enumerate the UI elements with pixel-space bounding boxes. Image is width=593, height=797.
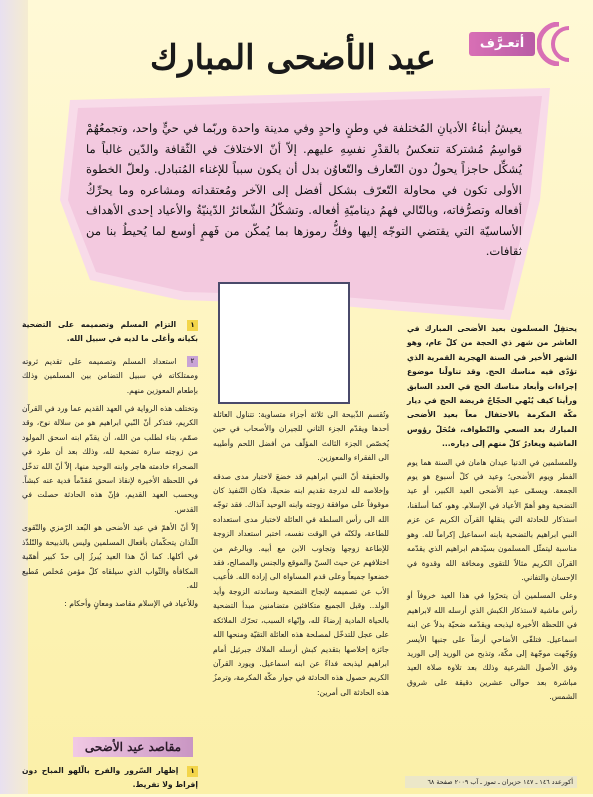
list-item <box>22 355 198 398</box>
section-tab: أتعـرَّف <box>469 32 535 56</box>
paragraph: وللأعياد في الإسلام مقاصد ومعانٍ وأحكام : <box>64 599 198 609</box>
bottom-list <box>22 764 198 797</box>
list-item <box>22 318 198 347</box>
item-number: ١ <box>187 320 198 331</box>
item-text: التزام المسلم وتصميمه على التضحية بكيانه وأغلى ما لديه في سبيل الله. <box>22 320 198 344</box>
intro-paragraph: يعيشُ أبناءُ الأديانِ المُختلفة في وطنٍ واحدٍ وفي مدينة واحدة وربّما في حيٍّ واحد، وتجمعُهُمْ قواسِمُ مُشتركة تنعكسُ بالقدْرِ نفسِهِ عليهم. إلاّ أنّ الاختلافَ في الثّقافة والدّين غالباً ما يُشكِّل حاجزاً يحولُ دون التّعارف والتّعاوُن بدل أن يكون سبباً للإغناء المُتبادل. ولعلّ الخطوة الأولى تكون في محاولة التّعرّف بشكل أفضل إلى الآخر ومُعتقداته ومشاعره وما يحرِّكُ أفعاله وتصرُّفاته، وبالتّالي فهمُ ديناميّةِ أفعاله. وتشكّلُ الشّعائرُ الدّينيّةُ والأعياد إحدى الأهداف الأساسيّة التي يقتضي التوجّه إليها وفكُّ رموزها بما يُمكّن من فَهمٍ أوسع لما يُحيطُ بنا من ثقافات. <box>86 121 522 258</box>
middle-column <box>213 408 389 704</box>
item-text: استعداد المسلم وتصميمه على تقديم ثروته وممتلكاته في سبيل التضامن بين المسلمين وذلك بإطعام المعوزين منهم. <box>22 356 198 395</box>
item-text: إظهار السّرور والفرح بالّلهو المباح دون إفراط ولا تفريط. <box>22 766 198 790</box>
paragraph: وللمسلمين في الدنيا عيدان هامان في السنة هما يوم الفطر ويوم الأضحى؛ وعيد في كلّ أسبوع هو يوم الجمعة. ويسمّى عيد الأضحى العيد الكبير، أو عيد التضحية وهو أهمّ الأعياد في الإسلام. وهو، كما أسلفنا، استذكار للحادثة التي ينقلها القرآن الكريم عن عزم النبي ابراهيم بالتضحية بابنه اسماعيل إكراماً لله. وهو مناسبة ليتمثّل المسلمون بسيّدهم ابراهيم الذي يقدّمه القرآن الكريم مثالاً للتقوى ومخافة الله وقدوة في الإحسان والتفاني. <box>407 457 577 582</box>
item-number: ٢ <box>187 356 198 367</box>
page-title: عيد الأضحى المبارك <box>150 38 436 78</box>
right-column <box>407 322 577 709</box>
page-footer: أكورعدد ١٤٦ ـ ١٤٧ حزيران ـ تموز ـ آب ٢٠٠٩ صفحة ٦٨ <box>405 776 577 788</box>
header-arcs-decoration <box>537 22 575 66</box>
paragraph: وتُقسم الذّبيحة الى ثلاثة أجزاء متساوية: تتناول العائلة أحدها ويقدّم الجزء الثاني للجيران والأصحاب في حين يُخصّص الجزء الثالث المؤلّف من أفضل اللحم وأطيبه الى الفقراء والمعوزين. <box>213 410 389 463</box>
left-column <box>22 318 198 616</box>
paragraph: إلاّ أنّ الأهمّ في عيد الأضحى هو البُعد الرّمزي والتّقوى اللّذان يتحكّمان بأفعال المسلمين وليس بالذبيحة والتّلذّذ في أكلها. كما أنّ هذا العيد يُبرزُ إلى حدّ كبير أهمّية المكافأة والثّواب الذي سيلقاه كلّ مؤمن مُخلص مُطيع لله. <box>22 523 198 590</box>
section-subheading: مقاصد عيد الأضحى <box>73 737 193 757</box>
paragraph: يحتفِلُ المسلمون بعيد الأضحى المبارك في العاشر من شهر ذي الحجة من كلّ عام، وهو الشهر الأخير في السنة الهجرية القمرية الذي تؤدّى فيه مناسك الحج. وقد تناولْنا موضوع إجراءات وأبعاد مناسك الحج في العدد السابق ورأينا كيف يُنْهي الحجّاجُ فريضة الحج في ديار مكّة المكرمة بالاحتفال معاً بعيد الأضحى المبارك بعد السعي والتّطواف، فتُحَلّ رؤوس الماشية ويغادرُ كلّ منهم إلى دياره... <box>407 324 577 449</box>
paragraph: والحقيقة أنّ النبي ابراهيم قد خضعَ لاختبار مدى صدقه وإخلاصه لله لدرجة تقديم ابنه ضحيةً، فكان التّنفيذ كان موقوفاً على موافقة زوجته وابنه الوحيد آنذاك. فقد توجّه الله الى رأس السلطة في العائلة لاختبار مدى استعداده للطاعة، ولكنّه في الوقت نفسه، اختبر استعداد الزوجة للإطاعة زوجها وتجاوب الابن مع أبيه. وبالرغم من اختلافهم عن حيث السنّ والموقع والجنس والمصالح، فقد خضعوا جميعاً وعلى قدم المساواة الى إرادة الله. فأُعيب الأب عن تصميمه لإنجاح التضحية وساندته الزوجة وأيد الولد.. وقبل الجميع متكافئين متضامنين مبدأ التضحية بالحياة المادية إرضاءً لله، وإنّهاء السبب، تحرّك الملائكة على عجل للتدخّل لمصلحة هذه العائلة التقيّة ومنحها الله جائزة إخلاصها بتقديم كبش أرسله الملاك جبرئيل أمام ابراهيم ليذبحه فداءً عن ابنه اسماعيل. ويورد القرآن الكريم حصول هذه الحادثة في جوار مكّة المكرمة، وترمزُ هذه الحادثة الى أمرين: <box>213 471 389 697</box>
paragraph: وعلى المسلمين أن يتحرّوا في هذا العيد خروفاً أو رأس ماشية لاستذكار الكبش الذي أرسله الله لابراهيم في اللحظة الأخيرة ليذبحه ويقدّمه ضحيّة بدلاً عن ابنه اسماعيل. فتلقّى الأضاحي أرضاً على جنبها الأيسر ووُجّهت موجّهة إلى مكّة، وتذبح من الوريد إلى الوريد وفق الأصول الشرعية وذلك بعد تلاوة صلاة العيد مباشرة بعد حوالى عشرين دقيقة على شروق الشمس. <box>407 591 577 702</box>
paragraph: وتختلف هذه الرواية في العهد القديم عما ورد في القرآن الكريم، فتذكر أنّ النّبي ابراهيم هو من سلالة نوح، وقد صمّم، بناء لطلب من الله، أن يقدّم ابنه اسحق المولود من زوجته سارة تضحية لله، وذلك بعد أن طرد في الصحراء خادمته هاجر وابنه الوحيد منها، إلاّ أنّ الله تدخّل في اللحظة الأخيرة لإنقاذ اسحق مُقدّماً فدية عنه كبشاً. ويحسب العهد القديم، فإنّ هذه الحادثة حصلت في القدس. <box>22 404 198 514</box>
article-image <box>218 282 350 404</box>
item-number: ١ <box>187 766 198 777</box>
list-item <box>22 764 198 793</box>
